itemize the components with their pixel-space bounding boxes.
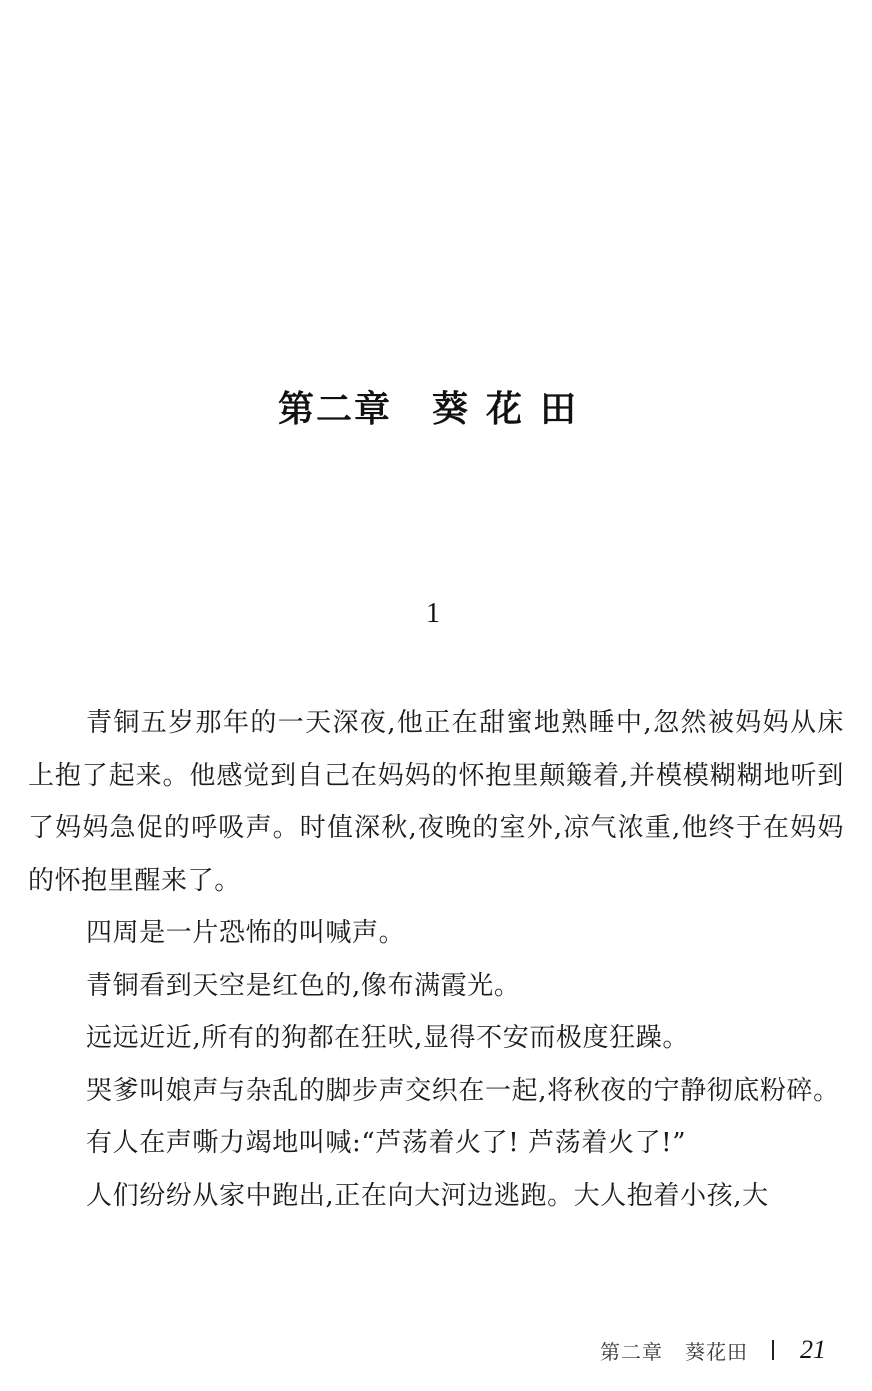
paragraph: 哭爹叫娘声与杂乱的脚步声交织在一起,将秋夜的宁静彻底粉碎。 xyxy=(86,1075,840,1106)
footer-divider xyxy=(772,1340,774,1360)
chapter-number: 第二章 xyxy=(277,389,392,430)
chapter-name: 葵花田 xyxy=(432,389,595,430)
paragraph: 有人在声嘶力竭地叫喊:“芦荡着火了! 芦荡着火了!” xyxy=(86,1128,687,1158)
paragraph: 人们纷纷从家中跑出,正在向大河边逃跑。大人抱着小孩,大 xyxy=(86,1180,769,1211)
paragraph: 青铜五岁那年的一天深夜,他正在甜蜜地熟睡中,忽然被妈妈从床上抱了起来。他感觉到自己在妈妈的怀抱里颠簸着,并模模糊糊地听到了妈妈急促的呼吸声。时值深秋,夜晚的室外,凉气浓重,他终于在妈妈的怀抱里醒来了。 xyxy=(28,708,844,896)
paragraph: 远远近近,所有的狗都在狂吠,显得不安而极度狂躁。 xyxy=(86,1023,689,1053)
section-number: 1 xyxy=(426,598,440,629)
paragraph: 青铜看到天空是红色的,像布满霞光。 xyxy=(86,970,521,1001)
footer-chapter-number: 第二章 xyxy=(600,1339,663,1364)
footer-chapter-name: 葵花田 xyxy=(685,1339,748,1364)
running-footer xyxy=(600,1334,826,1366)
chapter-title xyxy=(0,385,872,435)
body-text xyxy=(28,697,844,1222)
paragraph: 四周是一片恐怖的叫喊声。 xyxy=(86,918,406,948)
page-number: 21 xyxy=(800,1335,826,1364)
